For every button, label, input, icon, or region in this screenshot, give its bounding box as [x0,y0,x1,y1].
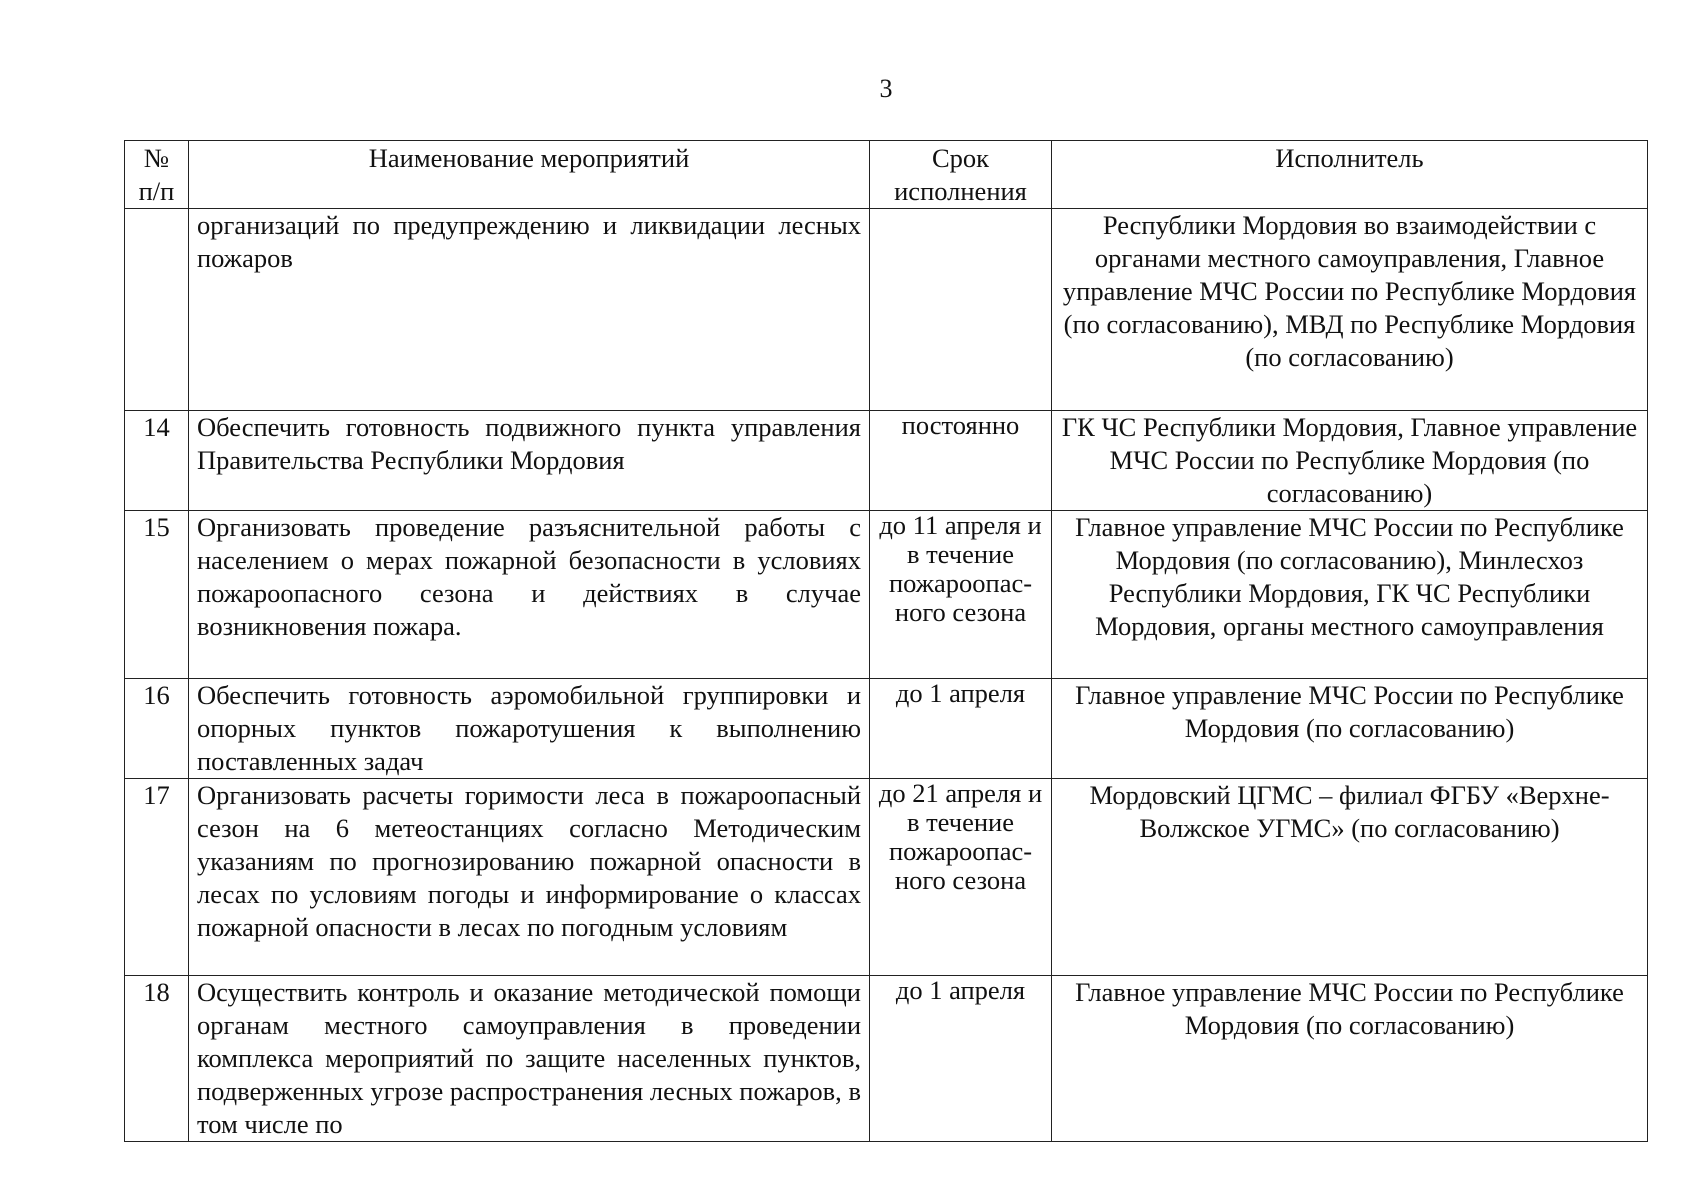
row-executor: Главное управление МЧС России по Республике Мордовия (по согласованию), Минлесхоз Республики Мордовия, ГК ЧС Республики Мордовия, органы местного самоуправления [1052,511,1648,679]
table-row [125,679,1648,779]
table-header-row [125,141,1648,209]
table-row [125,511,1648,679]
table-row [125,209,1648,411]
row-term: до 11 апреля и в течение пожароопас-ного сезона [870,511,1052,679]
row-num: 18 [125,976,189,1142]
table-row [125,411,1648,511]
row-term: до 1 апреля [870,976,1052,1142]
row-executor: Республики Мордовия во взаимодействии с органами местного самоуправления, Главное управление МЧС России по Республике Мордовия (по согласованию), МВД по Республике Мордовия (по согласованию) [1052,209,1648,411]
row-term: постоянно [870,411,1052,511]
row-measure: Обеспечить готовность аэромобильной группировки и опорных пунктов пожаротушения к выполнению поставленных задач [189,679,870,779]
row-term: до 21 апреля и в течение пожароопас-ного сезона [870,779,1052,976]
header-term: Срок исполнения [870,141,1052,209]
header-num: № п/п [125,141,189,209]
row-executor: Главное управление МЧС России по Республике Мордовия (по согласованию) [1052,679,1648,779]
header-name: Наименование мероприятий [189,141,870,209]
row-measure: организаций по предупреждению и ликвидации лесных пожаров [189,209,870,411]
row-measure: Организовать расчеты горимости леса в пожароопасный сезон на 6 метеостанциях согласно Методическим указаниям по прогнозированию пожарной опасности в лесах по условиям погоды и информирование о классах пожарной опасности в лесах по погодным условиям [189,779,870,976]
row-measure: Организовать проведение разъяснительной работы с населением о мерах пожарной безопасности в условиях пожароопасного сезона и действиях в случае возникновения пожара. [189,511,870,679]
table-row [125,976,1648,1142]
row-term: до 1 апреля [870,679,1052,779]
measures-table [124,140,1648,1142]
row-executor: Главное управление МЧС России по Республике Мордовия (по согласованию) [1052,976,1648,1142]
row-term [870,209,1052,411]
row-num [125,209,189,411]
row-num: 16 [125,679,189,779]
row-measure: Осуществить контроль и оказание методической помощи органам местного самоуправления в проведении комплекса мероприятий по защите населенных пунктов, подверженных угрозе распространения лесных пожаров, в том числе по [189,976,870,1142]
row-measure: Обеспечить готовность подвижного пункта управления Правительства Республики Мордовия [189,411,870,511]
row-num: 17 [125,779,189,976]
table-row [125,779,1648,976]
row-executor: Мордовский ЦГМС – филиал ФГБУ «Верхне-Волжское УГМС» (по согласованию) [1052,779,1648,976]
row-num: 15 [125,511,189,679]
row-executor: ГК ЧС Республики Мордовия, Главное управление МЧС России по Республике Мордовия (по согласованию) [1052,411,1648,511]
page-number: 3 [879,74,893,103]
header-executor: Исполнитель [1052,141,1648,209]
row-num: 14 [125,411,189,511]
